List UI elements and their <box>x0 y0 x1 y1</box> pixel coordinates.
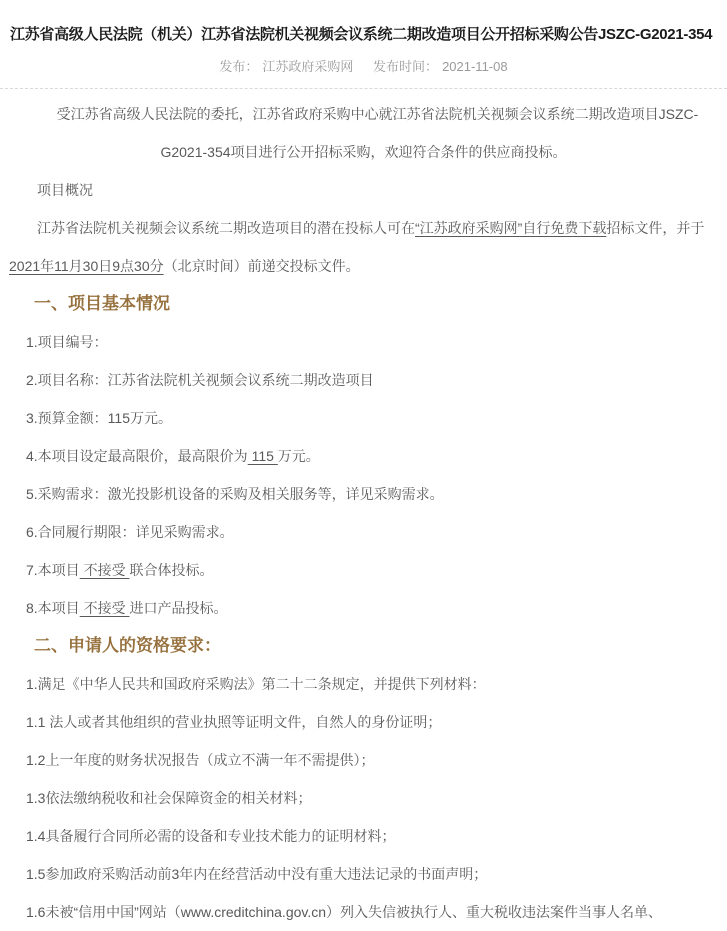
text-segment: 1.1 法人或者其他组织的营业执照等证明文件，自然人的身份证明； <box>26 714 442 730</box>
underlined-text: 不接受 <box>79 600 130 616</box>
publish-info <box>10 58 717 76</box>
overview-paragraph <box>9 209 718 285</box>
publish-source-label: 发布： <box>219 59 259 74</box>
text-segment: 1.2上一年度的财务状况报告（成立不满一年不需提供）； <box>26 752 375 768</box>
item-qualification-1-5 <box>9 855 718 893</box>
text-segment: 1.满足《中华人民共和国政府采购法》第二十二条规定，并提供下列材料： <box>26 676 486 692</box>
text-segment: 1.5参加政府采购活动前3年内在经营活动中没有重大违法记录的书面声明； <box>26 866 488 882</box>
item-qualification-1-1 <box>9 703 718 741</box>
text-segment: 项目概况 <box>37 182 93 198</box>
text-segment: 3.预算金额：115万元。 <box>26 410 172 426</box>
item-qualification-1-3 <box>9 779 718 817</box>
item-contract-period <box>9 513 718 551</box>
item-qualification-1-4 <box>9 817 718 855</box>
text-segment: 1.6未被“信用中国”网站（www.creditchina.gov.cn）列入失信被执行人、重大税收违法案件当事人名单、 <box>26 904 663 920</box>
publish-source: 江苏政府采购网 <box>262 59 354 74</box>
section-heading-1 <box>9 285 718 323</box>
item-budget <box>9 399 718 437</box>
item-project-number <box>9 323 718 361</box>
text-segment: 8.本项目 <box>26 600 80 616</box>
underlined-text: “江苏政府采购网”自行免费下载 <box>415 220 607 236</box>
text-segment: 二、申请人的资格要求： <box>34 636 221 655</box>
document-body <box>0 89 727 931</box>
item-consortium <box>9 551 718 589</box>
text-segment: 5.采购需求：激光投影机设备的采购及相关服务等，详见采购需求。 <box>26 486 444 502</box>
underlined-text: 2021年11月30日9点30分 <box>9 258 164 274</box>
text-segment: 1.项目编号： <box>26 334 108 350</box>
text-segment: （北京时间）前递交投标文件。 <box>163 258 360 274</box>
item-procurement-demand <box>9 475 718 513</box>
item-qualification-law <box>9 665 718 703</box>
text-segment: 联合体投标。 <box>129 562 214 578</box>
page-title: 江苏省高级人民法院（机关）江苏省法院机关视频会议系统二期改造项目公开招标采购公告JSZC-G2021-354 <box>10 26 713 43</box>
item-qualification-1-6 <box>9 893 718 931</box>
underlined-text: 不接受 <box>79 562 130 578</box>
text-segment: 招标文件，并于 <box>606 220 705 236</box>
publish-time-label: 发布时间： <box>373 59 439 74</box>
publish-time: 2021-11-08 <box>442 59 508 74</box>
document-header <box>0 0 727 89</box>
item-max-price <box>9 437 718 475</box>
item-qualification-1-2 <box>9 741 718 779</box>
text-segment: 一、项目基本情况 <box>34 294 170 313</box>
text-segment: 万元。 <box>277 448 320 464</box>
text-segment: 6.合同履行期限：详见采购需求。 <box>26 524 234 540</box>
underlined-text: 115 <box>247 448 278 464</box>
text-segment: 2.项目名称：江苏省法院机关视频会议系统二期改造项目 <box>26 372 374 388</box>
intro-paragraph <box>9 95 718 171</box>
text-segment: 江苏省法院机关视频会议系统二期改造项目的潜在投标人可在 <box>37 220 415 236</box>
item-imported-products <box>9 589 718 627</box>
text-segment: 1.3依法缴纳税收和社会保障资金的相关材料； <box>26 790 312 806</box>
text-segment: 受江苏省高级人民法院的委托，江苏省政府采购中心就江苏省法院机关视频会议系统二期改造项目JSZC-G2021-354项目进行公开招标采购，欢迎符合条件的供应商投标。 <box>56 106 699 160</box>
project-overview-label <box>9 171 718 209</box>
item-project-name <box>9 361 718 399</box>
section-heading-2 <box>9 627 718 665</box>
text-segment: 4.本项目设定最高限价，最高限价为 <box>26 448 248 464</box>
text-segment: 进口产品投标。 <box>129 600 228 616</box>
text-segment: 7.本项目 <box>26 562 80 578</box>
text-segment: 1.4具备履行合同所必需的设备和专业技术能力的证明材料； <box>26 828 396 844</box>
